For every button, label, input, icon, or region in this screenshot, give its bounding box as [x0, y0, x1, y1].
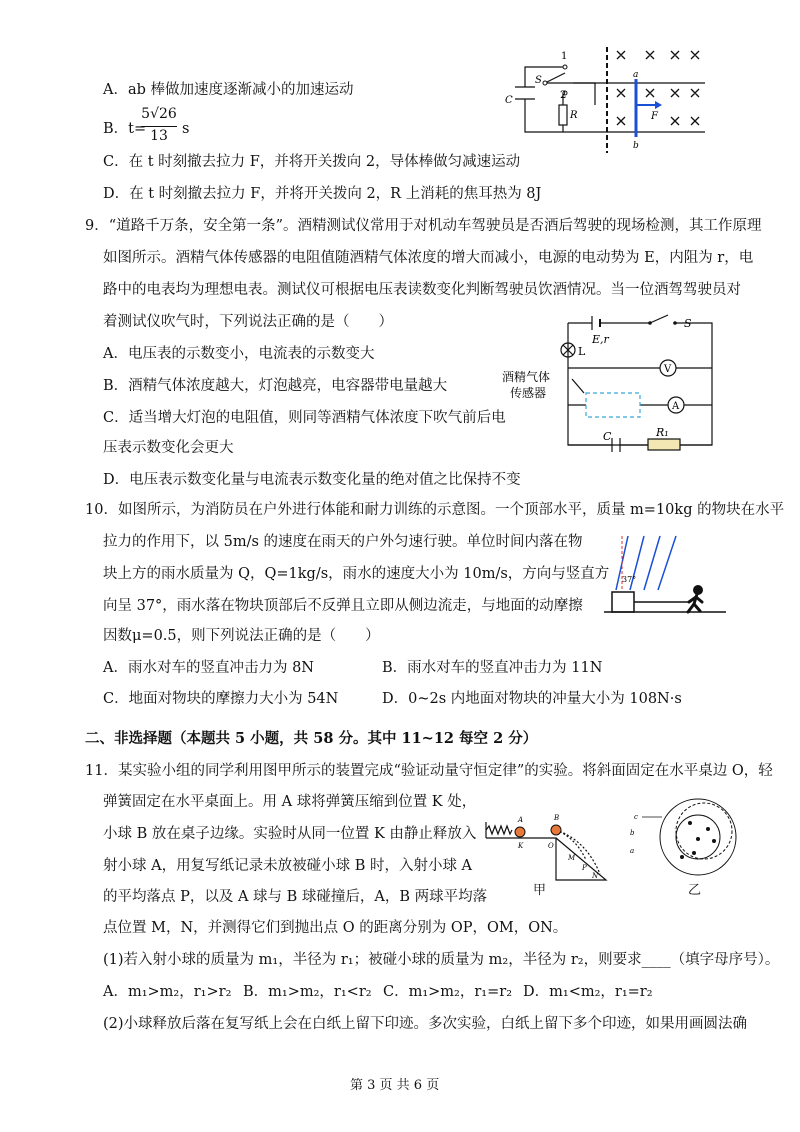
q8-option-b-unit: s: [182, 121, 190, 137]
q10-stem-line-1: 10．如图所示，为消防员在户外进行体能和耐力训练的示意图。一个顶部水平，质量 m=10kg 的物块在水平: [85, 502, 785, 518]
label-n: N: [592, 872, 599, 880]
q11-stem-line-4: 射小球 A，用复写纸记录未放被碰小球 B 时，入射小球 A: [103, 858, 473, 874]
q9-stem-line-1: 9．“道路千万条，安全第一条”。酒精测试仪常用于对机动车驾驶员是否酒后驾驶的现场检测，其工作原理: [85, 218, 762, 234]
label-m: M: [568, 854, 576, 862]
q11-part-2: (2)小球释放后落在复写纸上会在白纸上留下印迹。多次实验，白纸上留下多个印迹，如果用画圆法确: [103, 1016, 748, 1032]
label-f: F: [651, 111, 658, 122]
label-s: S: [535, 75, 542, 86]
label-b: b: [630, 829, 635, 837]
sensor-label-1: 酒精气体: [502, 370, 551, 384]
q11-stem-line-3: 小球 B 放在桌子边缘。实验时从同一位置 K 由静止释放入: [103, 826, 477, 842]
q11-stem-line-6: 点位置 M，N，并测得它们到抛出点 O 的距离分别为 OP，OM，ON。: [103, 920, 568, 936]
q8-option-b-numerator: 5√26: [141, 106, 177, 122]
spring: [486, 826, 512, 834]
sensor-label-2: 传感器: [510, 386, 547, 400]
label-o: O: [548, 842, 554, 850]
magnetic-field-crosses: [617, 51, 699, 125]
q11-stem-line-1: 11．某实验小组的同学利用图甲所示的装置完成“验证动量守恒定律”的实验。将斜面固定在水平桌边 O，轻: [85, 763, 773, 779]
q11-option-b: B．m₁>m₂，r₁<r₂: [243, 984, 372, 1000]
q10-option-c: C．地面对物块的摩擦力大小为 54N: [103, 691, 339, 707]
q10-stem-line-4: 向呈 37°，雨水落在物块顶部后不反弹且立即从侧边流走，与地面的动摩擦: [103, 598, 583, 614]
q8-option-c: C．在 t 时刻撤去拉力 F，并将开关拨向 2，导体棒做匀减速运动: [103, 154, 521, 170]
label-l: L: [578, 345, 586, 358]
label-2: 2: [560, 90, 567, 101]
q8-option-d: D．在 t 时刻撤去拉力 F，并将开关拨向 2，R 上消耗的焦耳热为 8J: [103, 186, 542, 202]
q9-circuit-figure: [500, 313, 720, 463]
label-er: E,r: [592, 333, 609, 346]
label-c: c: [634, 813, 638, 821]
q10-stem-line-3: 块上方的雨水质量为 Q，Q=1kg/s，雨水的速度大小为 10m/s，方向与竖直方: [103, 566, 610, 582]
label-r1: R₁: [656, 426, 669, 439]
ammeter-label: A: [672, 401, 680, 412]
q9-option-d: D．电压表示数变化量与电流表示数变化量的绝对值之比保持不变: [103, 472, 521, 488]
label-b: b: [633, 141, 639, 151]
label-c: C: [505, 95, 513, 106]
label-k: K: [518, 842, 524, 850]
q11-option-a: A．m₁>m₂，r₁>r₂: [103, 984, 232, 1000]
label-r: R: [570, 110, 578, 121]
label-c: C: [603, 430, 612, 443]
page-footer: 第 3 页 共 6 页: [350, 1078, 440, 1093]
figure-label-jia: 甲: [533, 883, 547, 898]
label-p: P: [582, 864, 587, 872]
ball-b: [551, 825, 561, 835]
q9-stem-line-4: 着测试仪吹气时，下列说法正确的是（ ）: [103, 314, 393, 330]
voltmeter-label: V: [664, 364, 672, 375]
landing-points: [680, 821, 716, 859]
q8-option-b-prefix: B．t=: [103, 121, 147, 137]
block: [612, 592, 634, 612]
q10-option-d: D．0~2s 内地面对物块的冲量大小为 108N·s: [382, 691, 682, 707]
runner-figure: [688, 587, 702, 613]
circle-b: [676, 803, 732, 859]
q10-rain-figure: [598, 532, 728, 620]
q9-option-c-line-1: C．适当增大灯泡的电阻值，则同等酒精气体浓度下吹气前后电: [103, 410, 506, 426]
label-b: B: [554, 814, 560, 822]
label-1: 1: [561, 51, 568, 62]
q11-stem-line-5: 的平均落点 P，以及 A 球与 B 球碰撞后，A，B 两球平均落: [103, 889, 488, 905]
q11-figure-yi: [628, 795, 738, 885]
q9-option-b: B．酒精气体浓度越大，灯泡越亮，电容器带电量越大: [103, 378, 448, 394]
label-a: A: [518, 816, 524, 824]
q8-option-b-denominator: 13: [150, 128, 168, 144]
q8-option-a: A．ab 棒做加速度逐渐减小的加速运动: [103, 82, 354, 98]
ball-a: [515, 827, 525, 837]
label-a: a: [633, 70, 639, 80]
figure-label-yi: 乙: [688, 883, 702, 898]
fraction-bar: [141, 126, 177, 127]
label-s: S: [684, 317, 692, 330]
angle-label: 37°: [622, 575, 637, 584]
q10-stem-line-5: 因数μ=0.5，则下列说法正确的是（ ）: [103, 628, 380, 644]
q11-option-d: D．m₁<m₂，r₁=r₂: [523, 984, 653, 1000]
q8-circuit-figure: [505, 45, 715, 155]
section-2-heading: 二、非选择题（本题共 5 小题，共 58 分。其中 11~12 每空 2 分）: [85, 730, 538, 747]
q10-option-a: A．雨水对车的竖直冲击力为 8N: [103, 660, 314, 676]
q9-option-a: A．电压表的示数变小，电流表的示数变大: [103, 346, 375, 362]
q10-option-b: B．雨水对车的竖直冲击力为 11N: [382, 660, 603, 676]
q9-stem-line-2: 如图所示。酒精气体传感器的电阻值随酒精气体浓度的增大而减小，电源的电动势为 E，内阻为 r，电: [103, 250, 754, 266]
q11-part-1: (1)若入射小球的质量为 m₁，半径为 r₁；被碰小球的质量为 m₂，半径为 r₂，则要求____（填字母序号）。: [103, 952, 780, 968]
q9-option-c-line-2: 压表示数变化会更大: [103, 440, 234, 456]
q10-stem-line-2: 拉力的作用下，以 5m/s 的速度在雨天的户外匀速行驶。单位时间内落在物: [103, 534, 583, 550]
q11-stem-line-2: 弹簧固定在水平桌面上。用 A 球将弹簧压缩到位置 K 处，: [103, 794, 477, 810]
label-a: a: [630, 847, 635, 855]
q9-stem-line-3: 路中的电表均为理想电表。测试仪可根据电压表读数变化判断驾驶员饮酒情况。当一位酒驾驾驶员对: [103, 282, 741, 298]
q11-option-c: C．m₁>m₂，r₁=r₂: [383, 984, 513, 1000]
